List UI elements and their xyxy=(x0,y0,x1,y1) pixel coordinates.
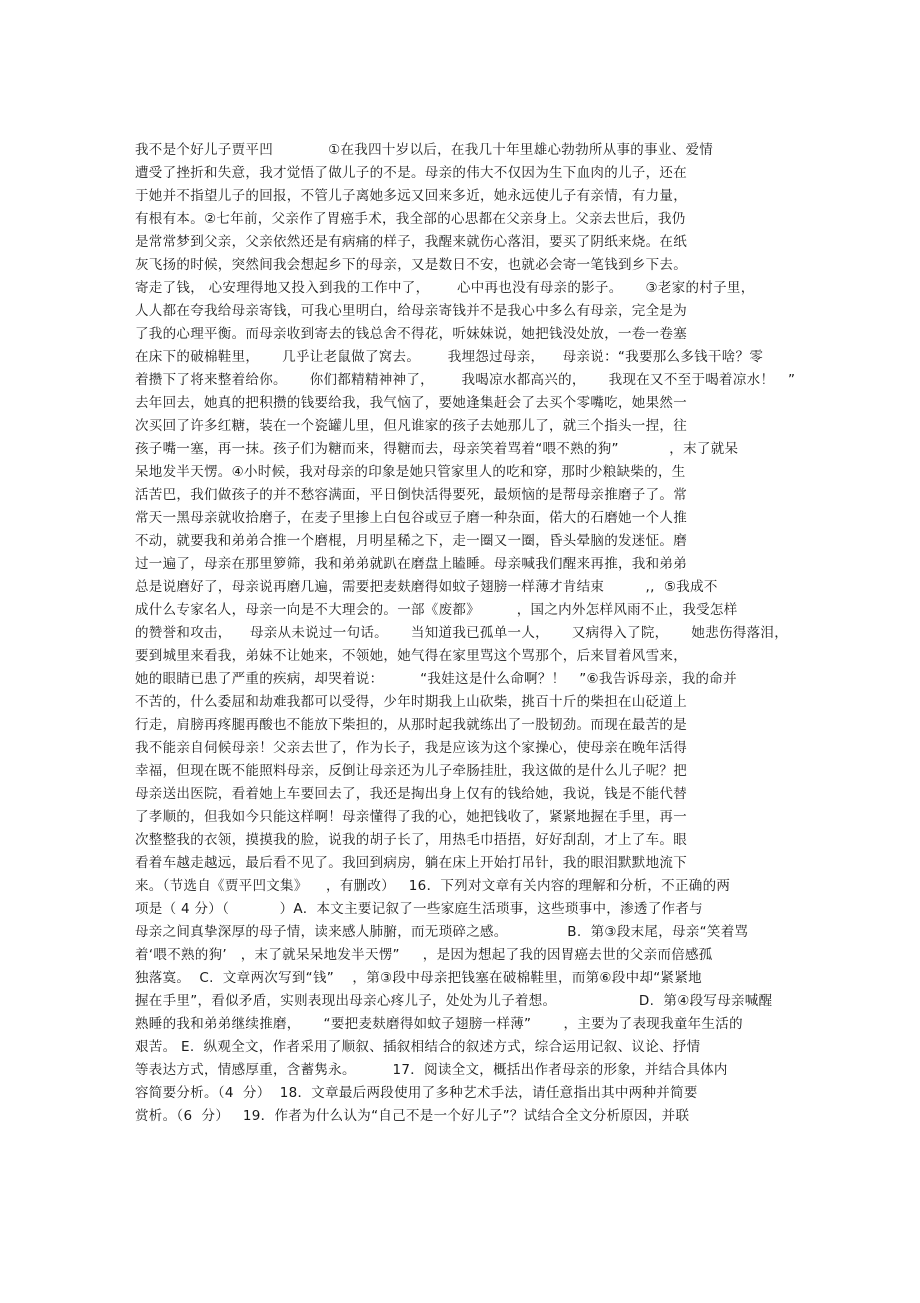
text-line: 我不是个好儿子贾平凹 ①在我四十岁以后，在我几十年里雄心勃勃所从事的事业、爱情 xyxy=(135,142,714,158)
text-line: 看着车越走越远，最后看不见了。我回到病房，躺在床上开始打吊针，我的眼泪默默地流下 xyxy=(135,855,687,871)
text-line: 了孝顺的，但我如今只能这样啊！母亲懂得了我的心，她把钱收了，紧紧地握在手里，再一 xyxy=(135,809,687,825)
text-line: 了我的心理平衡。而母亲收到寄去的钱总舍不得花，听妹妹说，她把钱没处放，一卷一卷塞 xyxy=(135,326,687,342)
text-line: 我不能亲自伺候母亲！父亲去世了，作为长子，我是应该为这个家操心，使母亲在晚年活得 xyxy=(135,740,687,756)
text-line: 不动，就要我和弟弟合推一个磨棍，月明星稀之下，走一圈又一圈，昏头晕脑的发迷怔。磨 xyxy=(135,533,687,549)
text-line: 有根有本。②七年前，父亲作了胃癌手术，我全部的心思都在父亲身上。父亲去世后，我仍 xyxy=(135,211,686,227)
text-line: 的赞誉和攻击， 母亲从未说过一句话。 当知道我已孤单一人， 又病得入了院， 她悲伤得落泪， xyxy=(135,625,789,641)
text-line: 握在手里”，看似矛盾，实则表现出母亲心疼儿子，处处为儿子着想。 D. 第④段写母亲喊醒 xyxy=(135,993,773,1009)
text-line: 过一遍了，母亲在那里箩筛，我和弟弟就趴在磨盘上瞌睡。母亲喊我们醒来再推，我和弟弟 xyxy=(135,556,687,572)
text-line: 母亲送出医院，看着她上车要回去了，我还是掏出身上仅有的钱给她，我说，钱是不能代替 xyxy=(135,786,687,802)
text-line: 成什么专家名人，母亲一向是不大理会的。一部《废都》 ，国之内外怎样风雨不止，我受怎样 xyxy=(135,602,738,618)
text-line: 在床下的破棉鞋里， 几乎让老鼠做了窝去。 我埋怨过母亲， 母亲说：“我要那么多钱干啥？零 xyxy=(135,349,764,365)
text-line: 等表达方式，情感厚重，含蓄隽永。 17．阅读全文，概括出作者母亲的形象，并结合具体内 xyxy=(135,1062,728,1078)
text-line: 行走，肩膀再疼腿再酸也不能放下柴担的，从那时起我就练出了一股韧劲。而现在最苦的是 xyxy=(135,717,687,733)
text-line: 次整整我的衣领，摸摸我的脸，说我的胡子长了，用热毛巾捂捂，好好刮刮，才上了车。眼 xyxy=(135,832,687,848)
text-line: 不苦的，什么委屈和劫难我都可以受得，少年时期我上山砍柴，挑百十斤的柴担在山砭道上 xyxy=(135,694,687,710)
text-line: 灰飞扬的时候，突然间我会想起乡下的母亲，又是数日不安，也就必会寄一笔钱到乡下去。 xyxy=(135,257,687,273)
text-line: 孩子嘴一塞，再一抹。孩子们为糖而来，得糖而去，母亲笑着骂着“喂不熟的狗” ，末了就呆 xyxy=(135,441,739,457)
text-line: 总是说磨好了，母亲说再磨几遍，需要把麦麸磨得如蚊子翅膀一样薄才肯结束 ,, ⑤我成不 xyxy=(135,579,718,595)
text-line: 是常常梦到父亲，父亲依然还是有病痛的样子，我醒来就伤心落泪，要买了阴纸来烧。在纸 xyxy=(135,234,687,250)
text-line: 于她并不指望儿子的回报，不管儿子离她多远又回来多近，她永远使儿子有亲情，有力量， xyxy=(135,188,687,204)
text-line: 遭受了挫折和失意，我才觉悟了做儿子的不是。母亲的伟大不仅因为生下血肉的儿子，还在 xyxy=(135,165,687,181)
text-line: 次买回了许多红糖，装在一个瓷罐儿里，但凡谁家的孩子去她那儿了，就三个指头一捏，往 xyxy=(135,418,687,434)
text-line: 独落寞。 C. 文章两次写到“钱” ，第③段中母亲把钱塞在破棉鞋里，而第⑥段中却“紧紧地 xyxy=(135,970,702,986)
text-line: 她的眼睛已患了严重的疾病，却哭着说： “我娃这是什么命啊？！ ”⑥我告诉母亲，我的命并 xyxy=(135,671,737,687)
text-line: 呆地发半天愣。④小时候，我对母亲的印象是她只管家里人的吃和穿，那时少粮缺柴的，生 xyxy=(135,464,686,480)
text-line: 幸福，但现在既不能照料母亲，反倒让母亲还为儿子牵肠挂肚，我这做的是什么儿子呢？把 xyxy=(135,763,687,779)
text-line: 母亲之间真挚深厚的母子情，读来感人肺腑，而无琐碎之感。 B. 第③段末尾，母亲“笑着骂 xyxy=(135,924,749,940)
text-line: 要到城里来看我，弟妹不让她来，不领她，她气得在家里骂这个骂那个，后来冒着风雪来， xyxy=(135,648,687,664)
text-line: 容简要分析。（4 分） 18．文章最后两段使用了多种艺术手法，请任意指出其中两种并简要 xyxy=(135,1085,698,1101)
text-line: 常天一黑母亲就收拾磨子，在麦子里掺上白包谷或豆子磨一种杂面，偌大的石磨她一个人推 xyxy=(135,510,687,526)
text-line: 活苦巴，我们做孩子的并不愁容满面，平日倒快活得要死，最烦恼的是帮母亲推磨子了。常 xyxy=(135,487,687,503)
text-line: 项是（ 4 分）（ ）A. 本文主要记叙了一些家庭生活琐事，这些琐事中，渗透了作者与 xyxy=(135,901,703,917)
text-line: 去年回去，她真的把积攒的钱要给我，我气恼了，要她逢集赶会了去买个零嘴吃，她果然一 xyxy=(135,395,687,411)
text-line: 来。（节选自《贾平凹文集》 ，有删改） 16．下列对文章有关内容的理解和分析，不正确的两 xyxy=(135,878,731,894)
text-line: 熟睡的我和弟弟继续推磨， “要把麦麸磨得如蚊子翅膀一样薄” ，主要为了表现我童年生活的 xyxy=(135,1016,743,1032)
text-line: 赏析。（6 分） 19．作者为什么认为“自己不是一个好儿子”？试结合全文分析原因，并联 xyxy=(135,1108,690,1124)
text-line: 着攒下了将来整着给你。 你们都精精神神了， 我喝凉水都高兴的， 我现在又不至于喝着凉水！ ” xyxy=(135,372,796,388)
text-line: 寄走了钱， 心安理得地又投入到我的工作中了， 心中再也没有母亲的影子。 ③老家的村子里， xyxy=(135,280,755,296)
text-line: 着‘喂不熟的狗’ ，末了就呆呆地发半天愣” ，是因为想起了我的因胃癌去世的父亲而倍感孤 xyxy=(135,947,713,963)
text-line: 艰苦。 E. 纵观全文，作者采用了顺叙、插叙相结合的叙述方式，综合运用记叙、议论、抒情 xyxy=(135,1039,701,1055)
text-line: 人人都在夸我给母亲寄钱，可我心里明白，给母亲寄钱并不是我心中多么有母亲，完全是为 xyxy=(135,303,687,319)
